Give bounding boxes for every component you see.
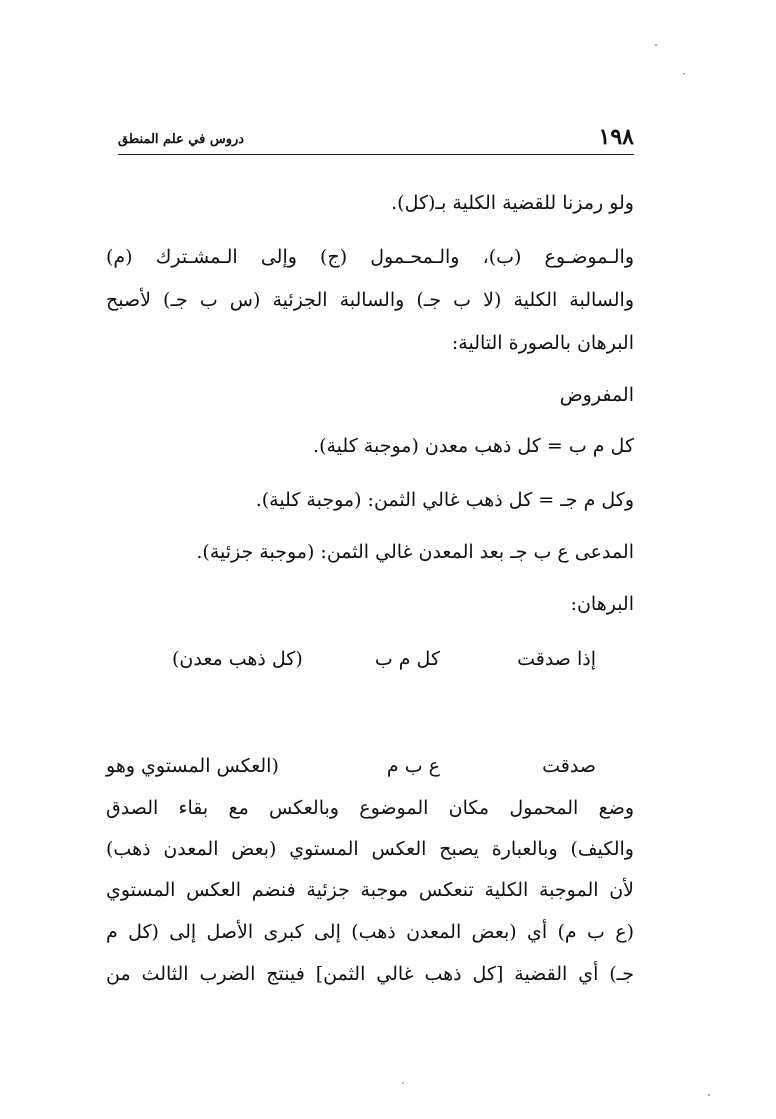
premise-2: وكل م جـ = كل ذهب غالي الثمن: (موجبة كلية). (255, 489, 634, 511)
premises-heading: المفروض (559, 384, 634, 406)
proof-row-2-note: (العكس المستوي وهو (106, 755, 279, 777)
proof-heading: البرهان: (570, 593, 634, 615)
paragraph-line-1: وضع المحمول مكان الموضوع وبالعكس مع بقاء الصدق (106, 797, 634, 819)
text-line-2: والـموضـوع (ب)، والـمحـمول (ج) وإلى الـمشـترك (م) (106, 246, 634, 268)
paper-speck (683, 73, 685, 75)
claim-line: المدعى ع ب جـ بعد المعدن غالي الثمن: (موجبة جزئية). (196, 541, 634, 563)
paper-speck (708, 1094, 710, 1096)
paragraph-line-3: لأن الموجبة الكلية تنعكس موجبة جزئية فنضم العكس المستوي (106, 879, 634, 901)
paragraph-line-2: والكيف) وبالعبارة يصبح العكس المستوي (بعض المعدن ذهب) (106, 838, 634, 860)
paragraph-line-5: جـ) أي القضية [كل ذهب غالي الثمن] فينتج الضرب الثالث من (106, 963, 634, 985)
text-line-3: والسالبة الكلية (لا ب جـ) والسالبة الجزئية (س ب جـ) لأصبح (106, 289, 634, 311)
proof-row-1-example: (كل ذهب معدن) (172, 648, 303, 670)
page-header (118, 124, 634, 155)
proof-row-1-condition: إذا صدقت (517, 648, 596, 670)
proof-row-2-formula: ع ب م (386, 755, 440, 777)
premise-1: كل م ب = كل ذهب معدن (موجبة كلية). (313, 435, 634, 457)
paragraph-line-4: (ع ب م) أي (بعض المعدن ذهب) إلى كبرى الأصل إلى (كل م (106, 921, 634, 943)
proof-row-1-formula: كل م ب (374, 648, 440, 670)
page-number: ١٩٨ (598, 124, 634, 150)
text-line-4: البرهان بالصورة التالية: (451, 332, 634, 354)
running-title: دروس في علم المنطق (118, 132, 245, 147)
text-line-1: ولو رمزنا للقضية الكلية بـ(كل). (391, 192, 634, 214)
paper-speck (655, 44, 657, 46)
proof-row-2-condition: صدقت (542, 755, 596, 777)
paper-speck (402, 1082, 404, 1084)
